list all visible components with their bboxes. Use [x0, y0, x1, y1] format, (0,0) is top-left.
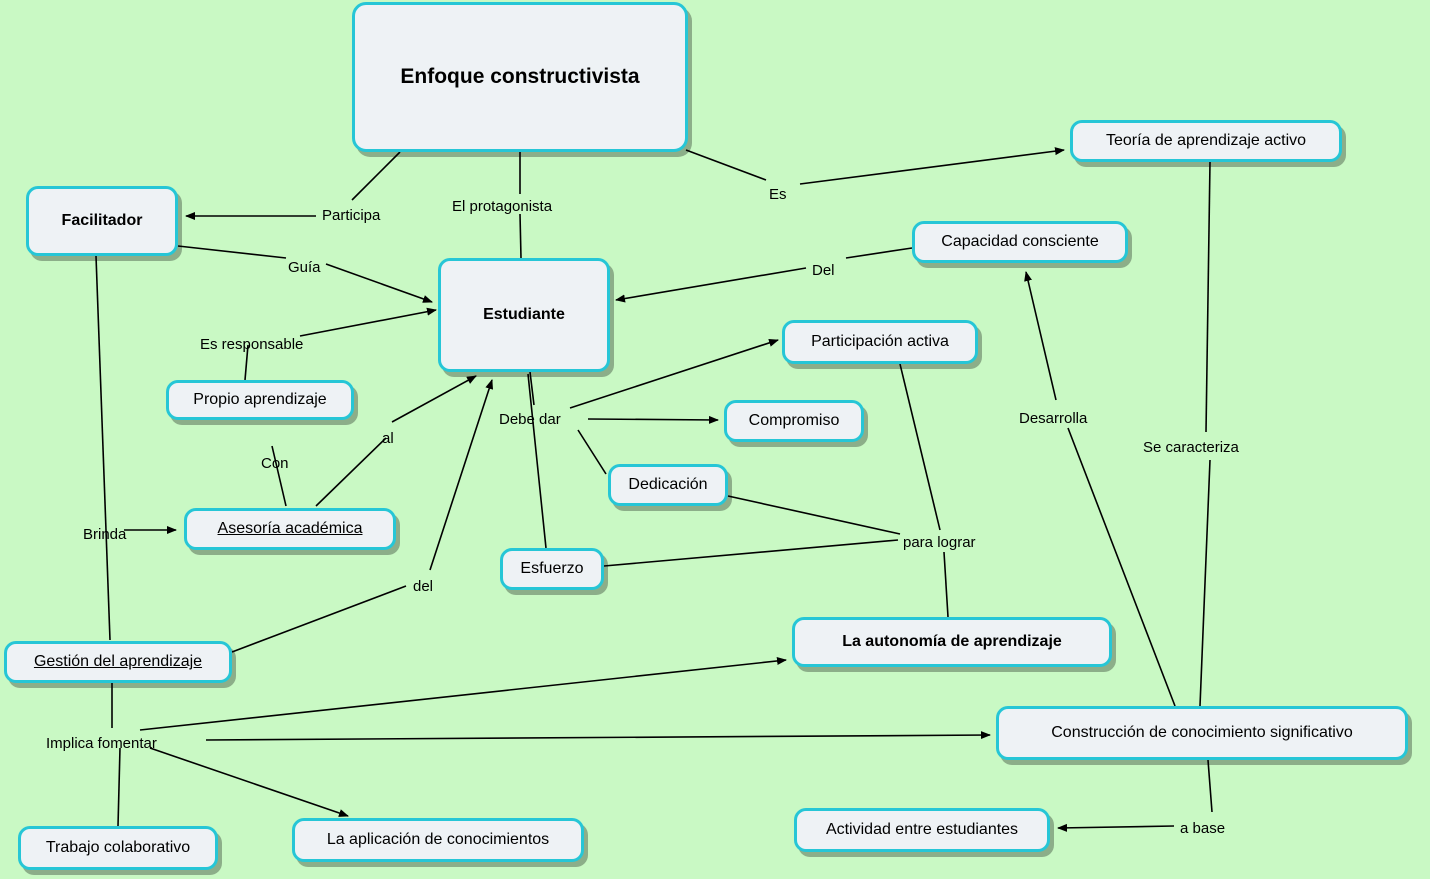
edge-participacion-paralograr: [900, 364, 940, 530]
edge-capacidad-del: [846, 248, 912, 258]
edge-label-el-protagonista: El protagonista: [452, 198, 553, 215]
edge-abase-actividad: [1058, 826, 1174, 828]
node-participacion-activa[interactable]: Participación activa: [782, 320, 978, 364]
edge-label-a-base: a base: [1180, 820, 1226, 837]
node-esfuerzo[interactable]: Esfuerzo: [500, 548, 604, 590]
edge-debedar-dedicacion: [578, 430, 606, 474]
edge-label-se-caracteriza: Se caracteriza: [1143, 439, 1239, 456]
node-actividad-entre-estudiantes[interactable]: Actividad entre estudiantes: [794, 808, 1050, 852]
edge-teoria-caracteriza: [1206, 162, 1210, 432]
node-dedicacion[interactable]: Dedicación: [608, 464, 728, 506]
node-facilitador[interactable]: Facilitador: [26, 186, 178, 256]
edge-implica-aplicacion: [150, 748, 348, 816]
edge-construccion-abase: [1208, 760, 1212, 812]
edge-label-desarrolla: Desarrolla: [1019, 410, 1088, 427]
edge-al-estudiante: [392, 376, 476, 422]
edge-label-es-responsable: Es responsable: [200, 336, 304, 353]
node-propio-aprendizaje[interactable]: Propio aprendizaje: [166, 380, 354, 420]
edge-enfoque-es: [686, 150, 766, 180]
node-aplicacion-conocimientos[interactable]: La aplicación de conocimientos: [292, 818, 584, 862]
edge-label-guia: Guía: [288, 259, 321, 276]
edge-gestion-del: [232, 586, 406, 652]
edge-paralograr-autonomia: [944, 552, 948, 617]
node-estudiante[interactable]: Estudiante: [438, 258, 610, 372]
edge-del2-estudiante: [430, 380, 492, 570]
node-gestion-aprendizaje[interactable]: Gestión del aprendizaje: [4, 641, 232, 683]
edge-estudiante-esfuerzo: [528, 374, 546, 548]
node-autonomia-aprendizaje[interactable]: La autonomía de aprendizaje: [792, 617, 1112, 667]
edge-label-para-lograr: para lograr: [903, 534, 976, 551]
edge-facilitador-brinda: [96, 256, 110, 640]
edge-implica-construccion: [206, 735, 990, 740]
node-trabajo-colaborativo[interactable]: Trabajo colaborativo: [18, 826, 218, 870]
edge-debedar-compromiso: [588, 419, 718, 420]
edge-label-al: al: [382, 430, 394, 447]
node-asesoria-academica[interactable]: Asesoría académica: [184, 508, 396, 550]
edge-label-del: Del: [812, 262, 835, 279]
edge-desarrolla-capacidad: [1026, 272, 1056, 400]
edge-enfoque-participa: [352, 152, 400, 200]
node-capacidad-consciente[interactable]: Capacidad consciente: [912, 221, 1128, 263]
edge-facilitador-guia: [178, 246, 286, 258]
edge-implica-trabajo: [118, 748, 120, 826]
edge-guia-estudiante: [326, 264, 432, 302]
edge-label-participa: Participa: [322, 207, 381, 224]
edge-label-es: Es: [769, 186, 787, 203]
edge-caracteriza-construccion: [1200, 460, 1210, 706]
node-construccion-conocimiento[interactable]: Construcción de conocimiento significativo: [996, 706, 1408, 760]
edge-label-implica-fomentar: Implica fomentar: [46, 735, 157, 752]
edge-asesoria-al: [316, 438, 386, 506]
edge-dedicacion-paralograr: [728, 496, 900, 534]
edge-label-con: Con: [261, 455, 289, 472]
edge-label-debe-dar: Debe dar: [499, 411, 561, 428]
edge-protagonista-estudiante: [520, 214, 521, 258]
edge-label-brinda: Brinda: [83, 526, 127, 543]
node-compromiso[interactable]: Compromiso: [724, 400, 864, 442]
edge-label-del-2: del: [413, 578, 434, 595]
node-teoria-aprendizaje-activo[interactable]: Teoría de aprendizaje activo: [1070, 120, 1342, 162]
edge-implica-autonomia: [140, 660, 786, 730]
node-enfoque-constructivista[interactable]: Enfoque constructivista: [352, 2, 688, 152]
edge-responsable-estudiante: [300, 310, 436, 336]
edge-es-teoria: [800, 150, 1064, 184]
edge-del-estudiante: [616, 268, 806, 300]
edge-esfuerzo-paralograr: [604, 540, 898, 566]
